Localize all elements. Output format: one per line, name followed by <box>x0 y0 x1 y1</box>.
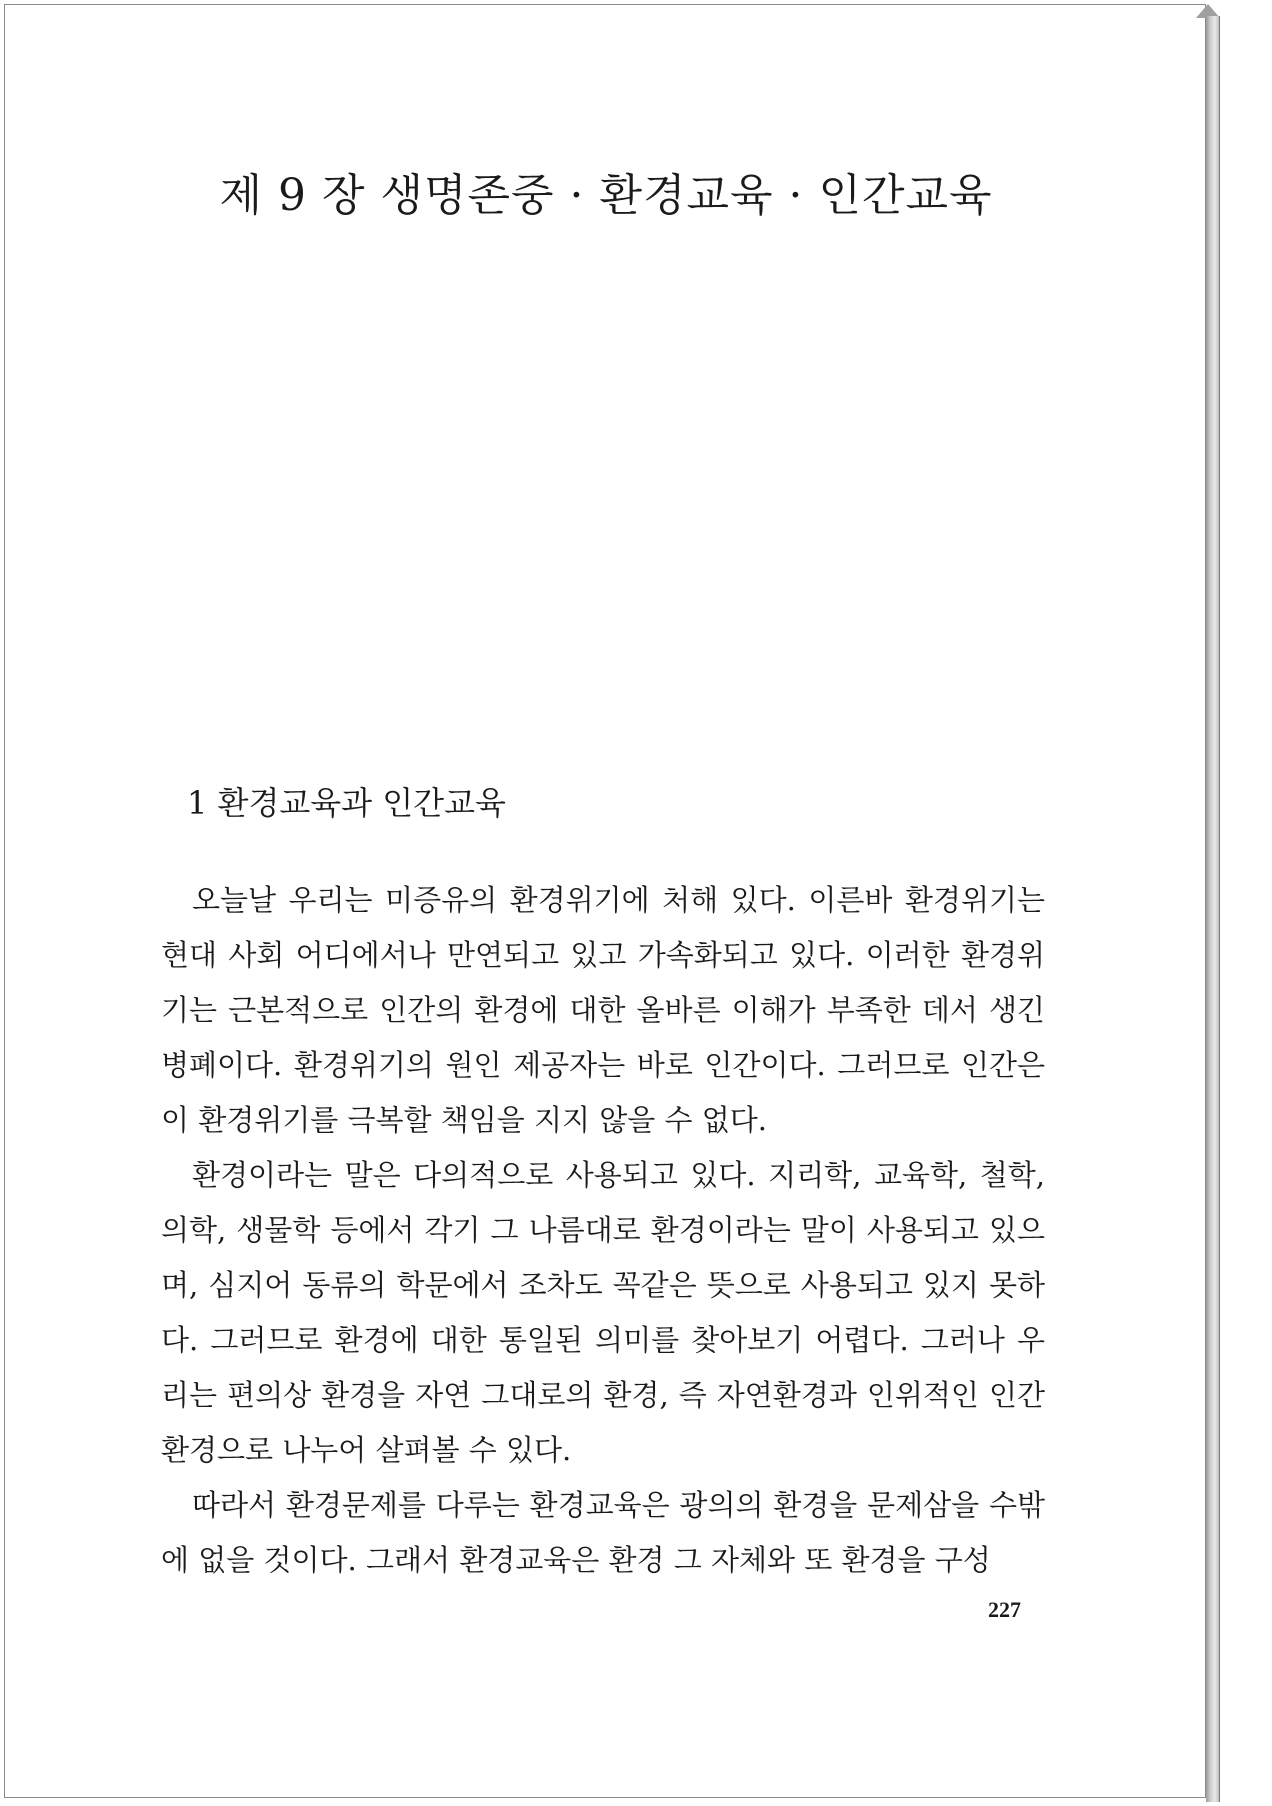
section-title: 1 환경교육과 인간교육 <box>187 784 506 822</box>
body-text <box>161 873 1045 1588</box>
paragraph: 환경이라는 말은 다의적으로 사용되고 있다. 지리학, 교육학, 철학, 의학, 생물학 등에서 각기 그 나름대로 환경이라는 말이 사용되고 있으며, 심지어 동류의 학문에서 조차도 꼭같은 뜻으로 사용되고 있지 못하다. 그러므로 환경에 대한 통일된 의미를 찾아보기 어렵다. 그러나 우리는 편의상 환경을 자연 그대로의 환경, 즉 자연환경과 인위적인 인간환경으로 나누어 살펴볼 수 있다. <box>161 1158 1045 1467</box>
paragraph: 따라서 환경문제를 다루는 환경교육은 광의의 환경을 문제삼을 수밖에 없을 것이다. 그래서 환경교육은 환경 그 자체와 또 환경을 구성 <box>161 1488 1045 1577</box>
page-stack-edge <box>1206 16 1220 1802</box>
chapter-title: 제 9 장 생명존중 · 환경교육 · 인간교육 <box>219 170 993 221</box>
page-number: 227 <box>988 1597 1021 1622</box>
book-page <box>4 4 1206 1798</box>
paragraph: 오늘날 우리는 미증유의 환경위기에 처해 있다. 이른바 환경위기는 현대 사회 어디에서나 만연되고 있고 가속화되고 있다. 이러한 환경위기는 근본적으로 인간의 환경에 대한 올바른 이해가 부족한 데서 생긴 병폐이다. 환경위기의 원인 제공자는 바로 인간이다. 그러므로 인간은 이 환경위기를 극복할 책임을 지지 않을 수 없다. <box>161 883 1045 1137</box>
